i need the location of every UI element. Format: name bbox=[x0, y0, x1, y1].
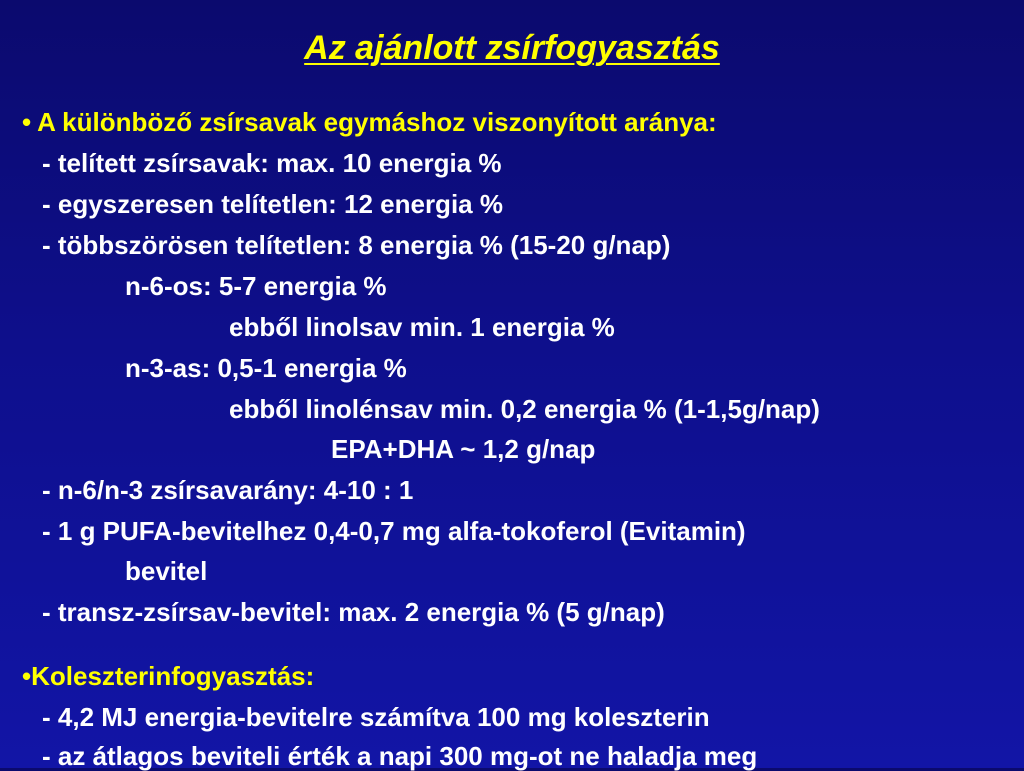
list-item: ebből linolénsav min. 0,2 energia % (1-1,5g/nap) bbox=[229, 394, 820, 424]
list-item: bevitel bbox=[125, 556, 208, 586]
list-item: - egyszeresen telítetlen: 12 energia % bbox=[42, 189, 503, 219]
list-item: - többszörösen telítetlen: 8 energia % (15-20 g/nap) bbox=[42, 230, 671, 260]
list-item: - 4,2 MJ energia-bevitelre számítva 100 mg koleszterin bbox=[42, 702, 710, 732]
list-item: n-3-as: 0,5-1 energia % bbox=[125, 353, 407, 383]
list-item: - n-6/n-3 zsírsavarány: 4-10 : 1 bbox=[42, 475, 414, 505]
list-item: EPA+DHA ~ 1,2 g/nap bbox=[331, 434, 596, 464]
list-item: - telített zsírsavak: max. 10 energia % bbox=[42, 148, 502, 178]
slide-title: Az ajánlott zsírfogyasztás bbox=[304, 29, 720, 67]
list-item: - az átlagos beviteli érték a napi 300 mg-ot ne haladja meg bbox=[42, 741, 758, 771]
section2-heading-row bbox=[22, 661, 314, 691]
bullet-icon: • bbox=[22, 661, 32, 691]
list-item: n-6-os: 5-7 energia % bbox=[125, 271, 387, 301]
bullet-icon: • bbox=[22, 107, 32, 137]
list-item: ebből linolsav min. 1 energia % bbox=[229, 312, 615, 342]
list-item: - transz-zsírsav-bevitel: max. 2 energia % (5 g/nap) bbox=[42, 597, 665, 627]
section2-heading: Koleszterinfogyasztás: bbox=[31, 661, 315, 691]
section1-heading: A különböző zsírsavak egymáshoz viszonyított aránya: bbox=[37, 107, 717, 137]
list-item: - 1 g PUFA-bevitelhez 0,4-0,7 mg alfa-tokoferol (Evitamin) bbox=[42, 516, 746, 546]
section1-heading-row bbox=[22, 107, 717, 137]
